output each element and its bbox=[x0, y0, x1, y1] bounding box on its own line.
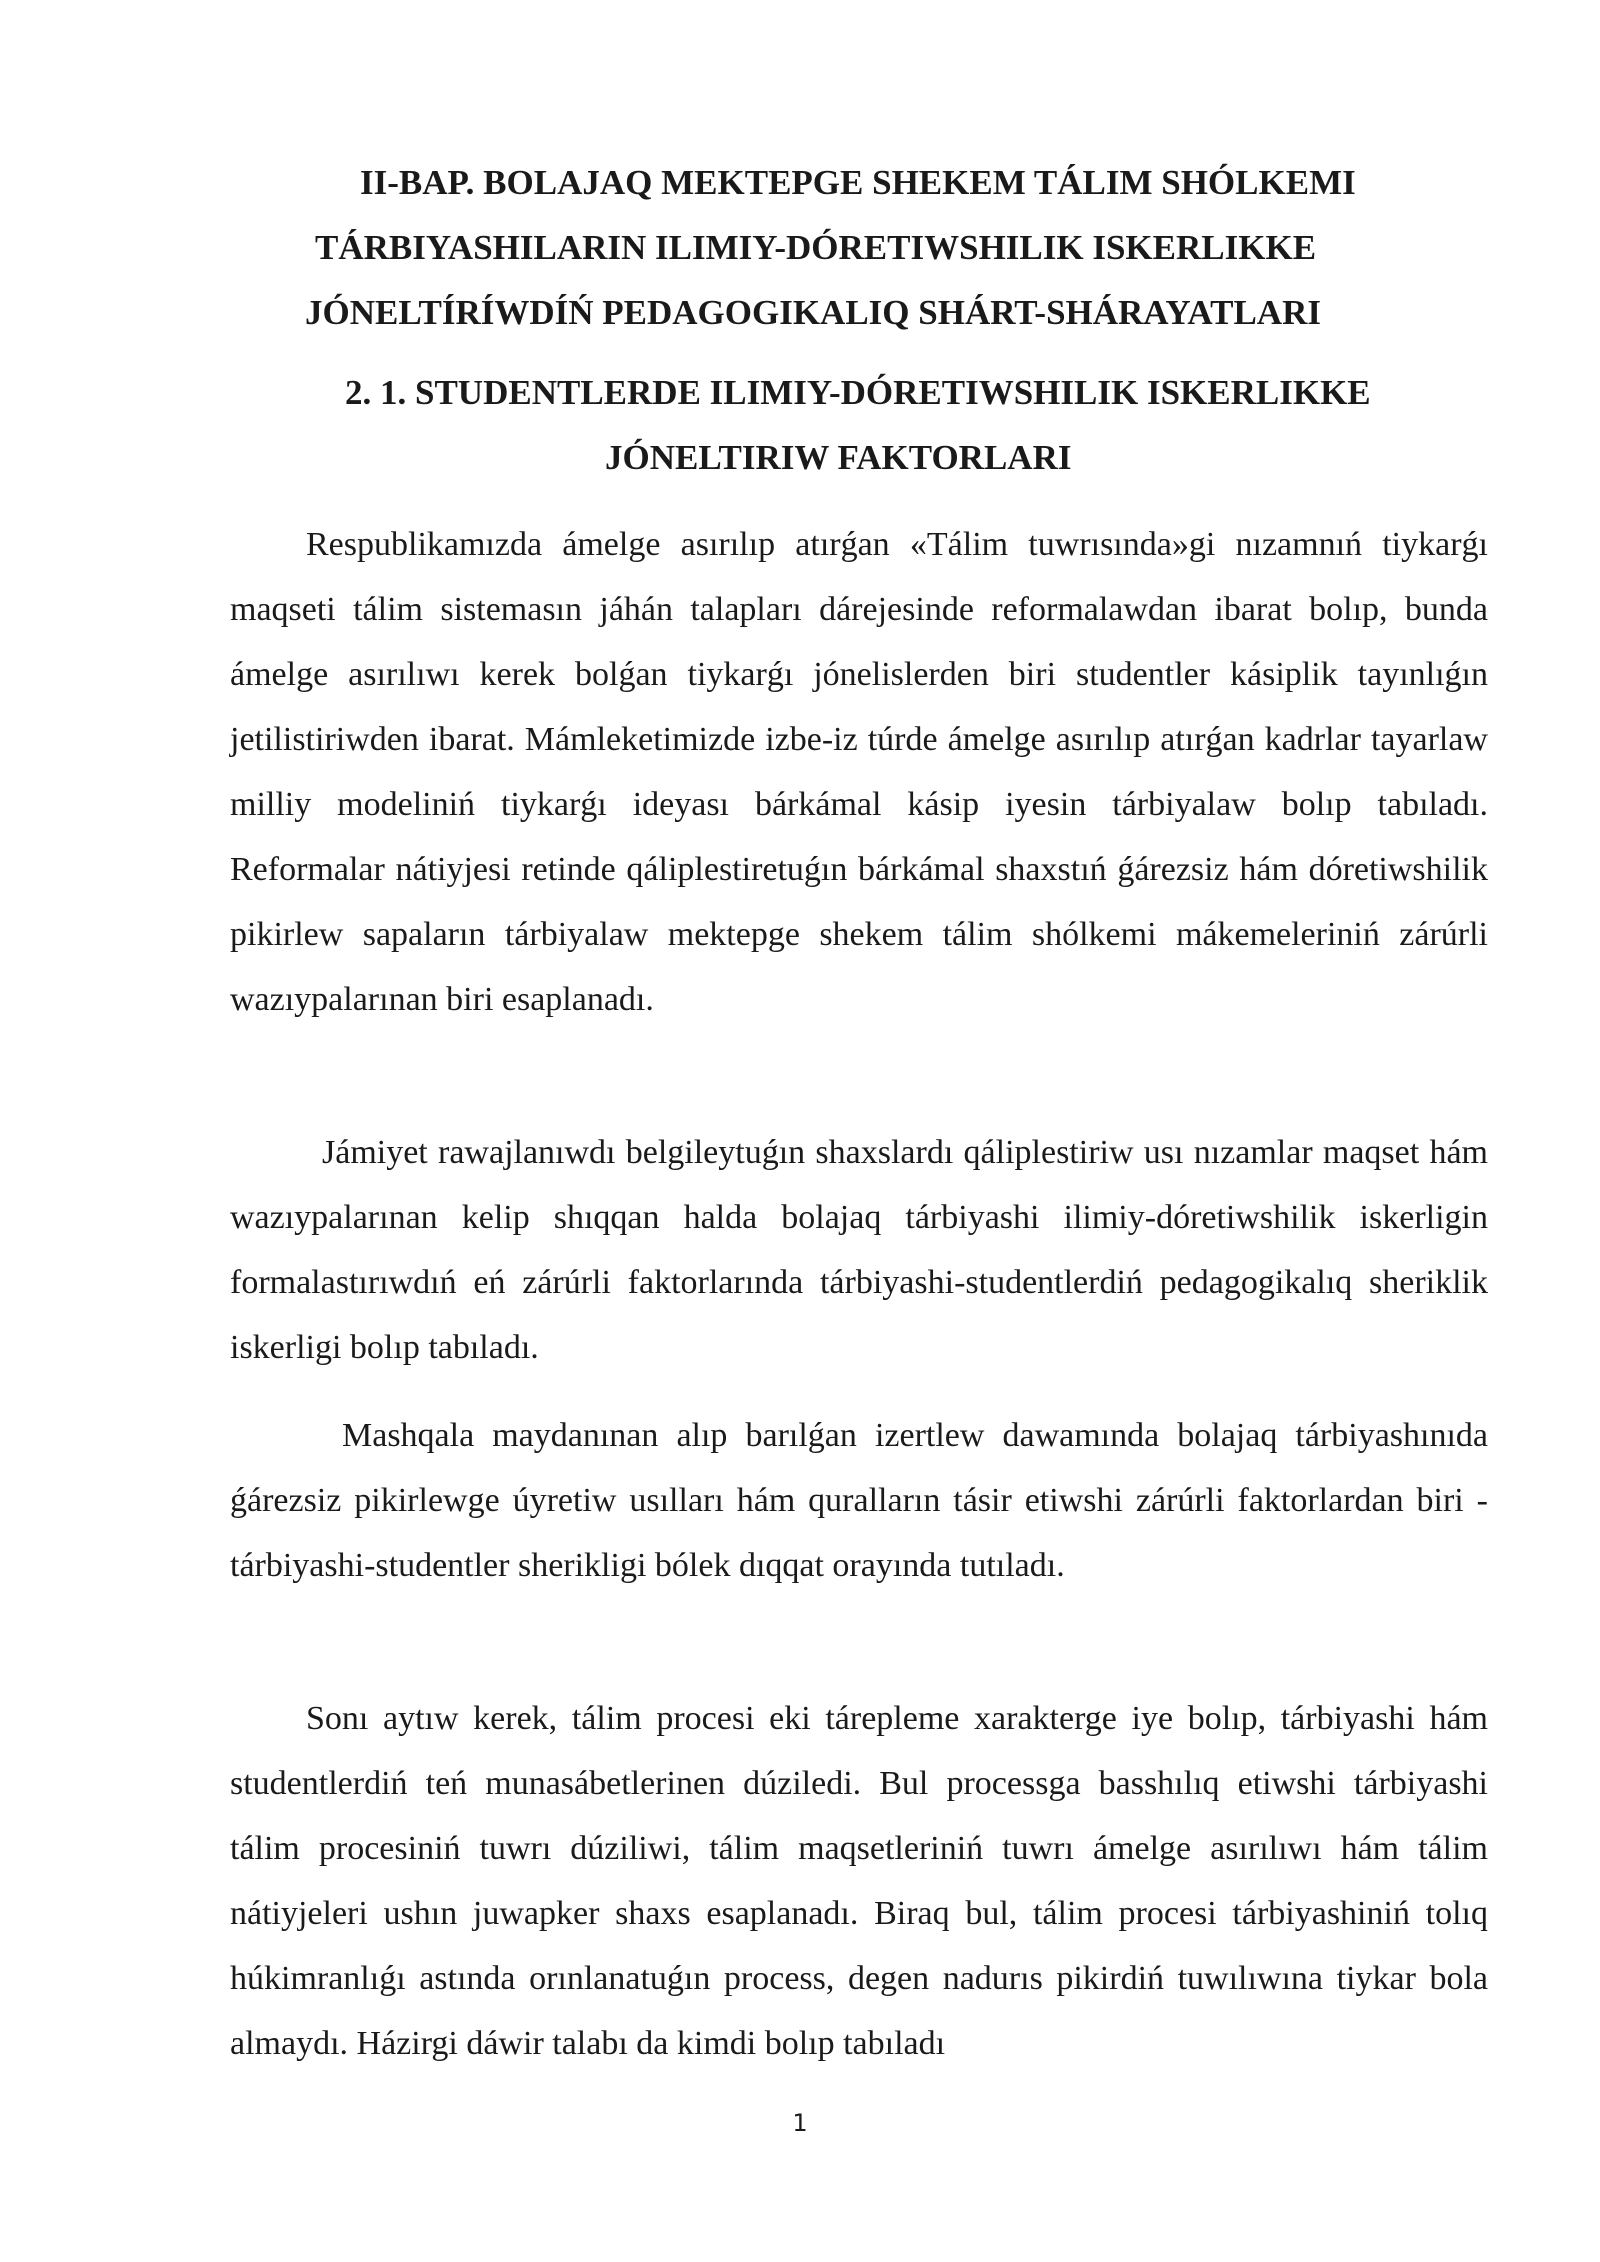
paragraph-4: Sonı aytıw kerek, tálim procesi eki tárepleme xarakterge iye bolıp, tárbiyashi hám studentlerdiń teń munasábetlerinen dúziledi. Bul processga basshılıq etiwshi tárbiyashi tálim procesiniń tuwrı dúziliwi, tálim maqsetleriniń tuwrı ámelge asırılıwı hám tálim nátiyjeleri ushın juwapker shaxs esaplanadı. Biraq bul, tálim procesi tárbiyashiniń tolıq húkimranlıǵı astında orınlanatuǵın process, degen nadurıs pikirdiń tuwılıwına tiykar bola almaydı. Házirgi dáwir talabı da kimdi bolıp tabıladı bbox=[230, 1700, 1488, 2062]
chapter-title-line-3: JÓNELTÍRÍWDÍŃ PEDAGOGIKALIQ SHÁRT-SHÁRAYATLARI bbox=[305, 293, 1321, 332]
chapter-title bbox=[230, 150, 1420, 345]
section-title-line-2: JÓNELTIRIW FAKTORLARI bbox=[605, 438, 1072, 477]
page-number: 1 bbox=[792, 2109, 808, 2137]
paragraph-3: Mashqala maydanınan alıp barılǵan izertlew dawamında bolajaq tárbiyashınıda ǵárezsiz pikirlewge úyretiw usılları hám quralların tásir etiwshi zárúrli faktorlardan biri - tárbiyashi-studentler sherikligi bólek dıqqat orayında tutıladı. bbox=[230, 1417, 1488, 1584]
paragraph-1: Respublikamızda ámelge asırılıp atırǵan «Tálim tuwrısında»gi nızamnıń tiykarǵı maqseti tálim sistemasın jáhán talapları dárejesinde reformalawdan ibarat bolıp, bunda ámelge asırılıwı kerek bolǵan tiykarǵı jónelislerden biri studentler kásiplik tayınlıǵın jetilistiriwden ibarat. Mámleketimizde izbe-iz túrde ámelge asırılıp atırǵan kadrlar tayarlaw milliy modeliniń tiykarǵı ideyası bárkámal kásip iyesin tárbiyalaw bolıp tabıladı. Reformalar nátiyjesi retinde qáliplestiretuǵın bárkámal shaxstıń ǵárezsiz hám dóretiwshilik pikirlew sapaların tárbiyalaw mektepge shekem tálim shólkemi mákemeleriniń zárúrli wazıypalarınan biri esaplanadı. bbox=[230, 526, 1488, 1018]
paragraph-2: Jámiyet rawajlanıwdı belgileytuǵın shaxslardı qáliplestiriw usı nızamlar maqset hám wazıypalarınan kelip shıqqan halda bolajaq tárbiyashi ilimiy-dóretiwshilik iskerligin formalastırıwdıń eń zárúrli faktorlarında tárbiyashi-studentlerdiń pedagogikalıq sheriklik iskerligi bolıp tabıladı. bbox=[230, 1134, 1488, 1366]
section-title bbox=[230, 360, 1490, 490]
chapter-title-line-1: II-BAP. BOLAJAQ MEKTEPGE SHEKEM TÁLIM SHÓLKEMI bbox=[360, 163, 1356, 202]
section-title-line-1: 2. 1. STUDENTLERDE ILIMIY-DÓRETIWSHILIK ISKERLIKKE bbox=[345, 373, 1371, 412]
chapter-title-line-2: TÁRBIYASHILARIN ILIMIY-DÓRETIWSHILIK ISKERLIKKE bbox=[315, 228, 1317, 267]
